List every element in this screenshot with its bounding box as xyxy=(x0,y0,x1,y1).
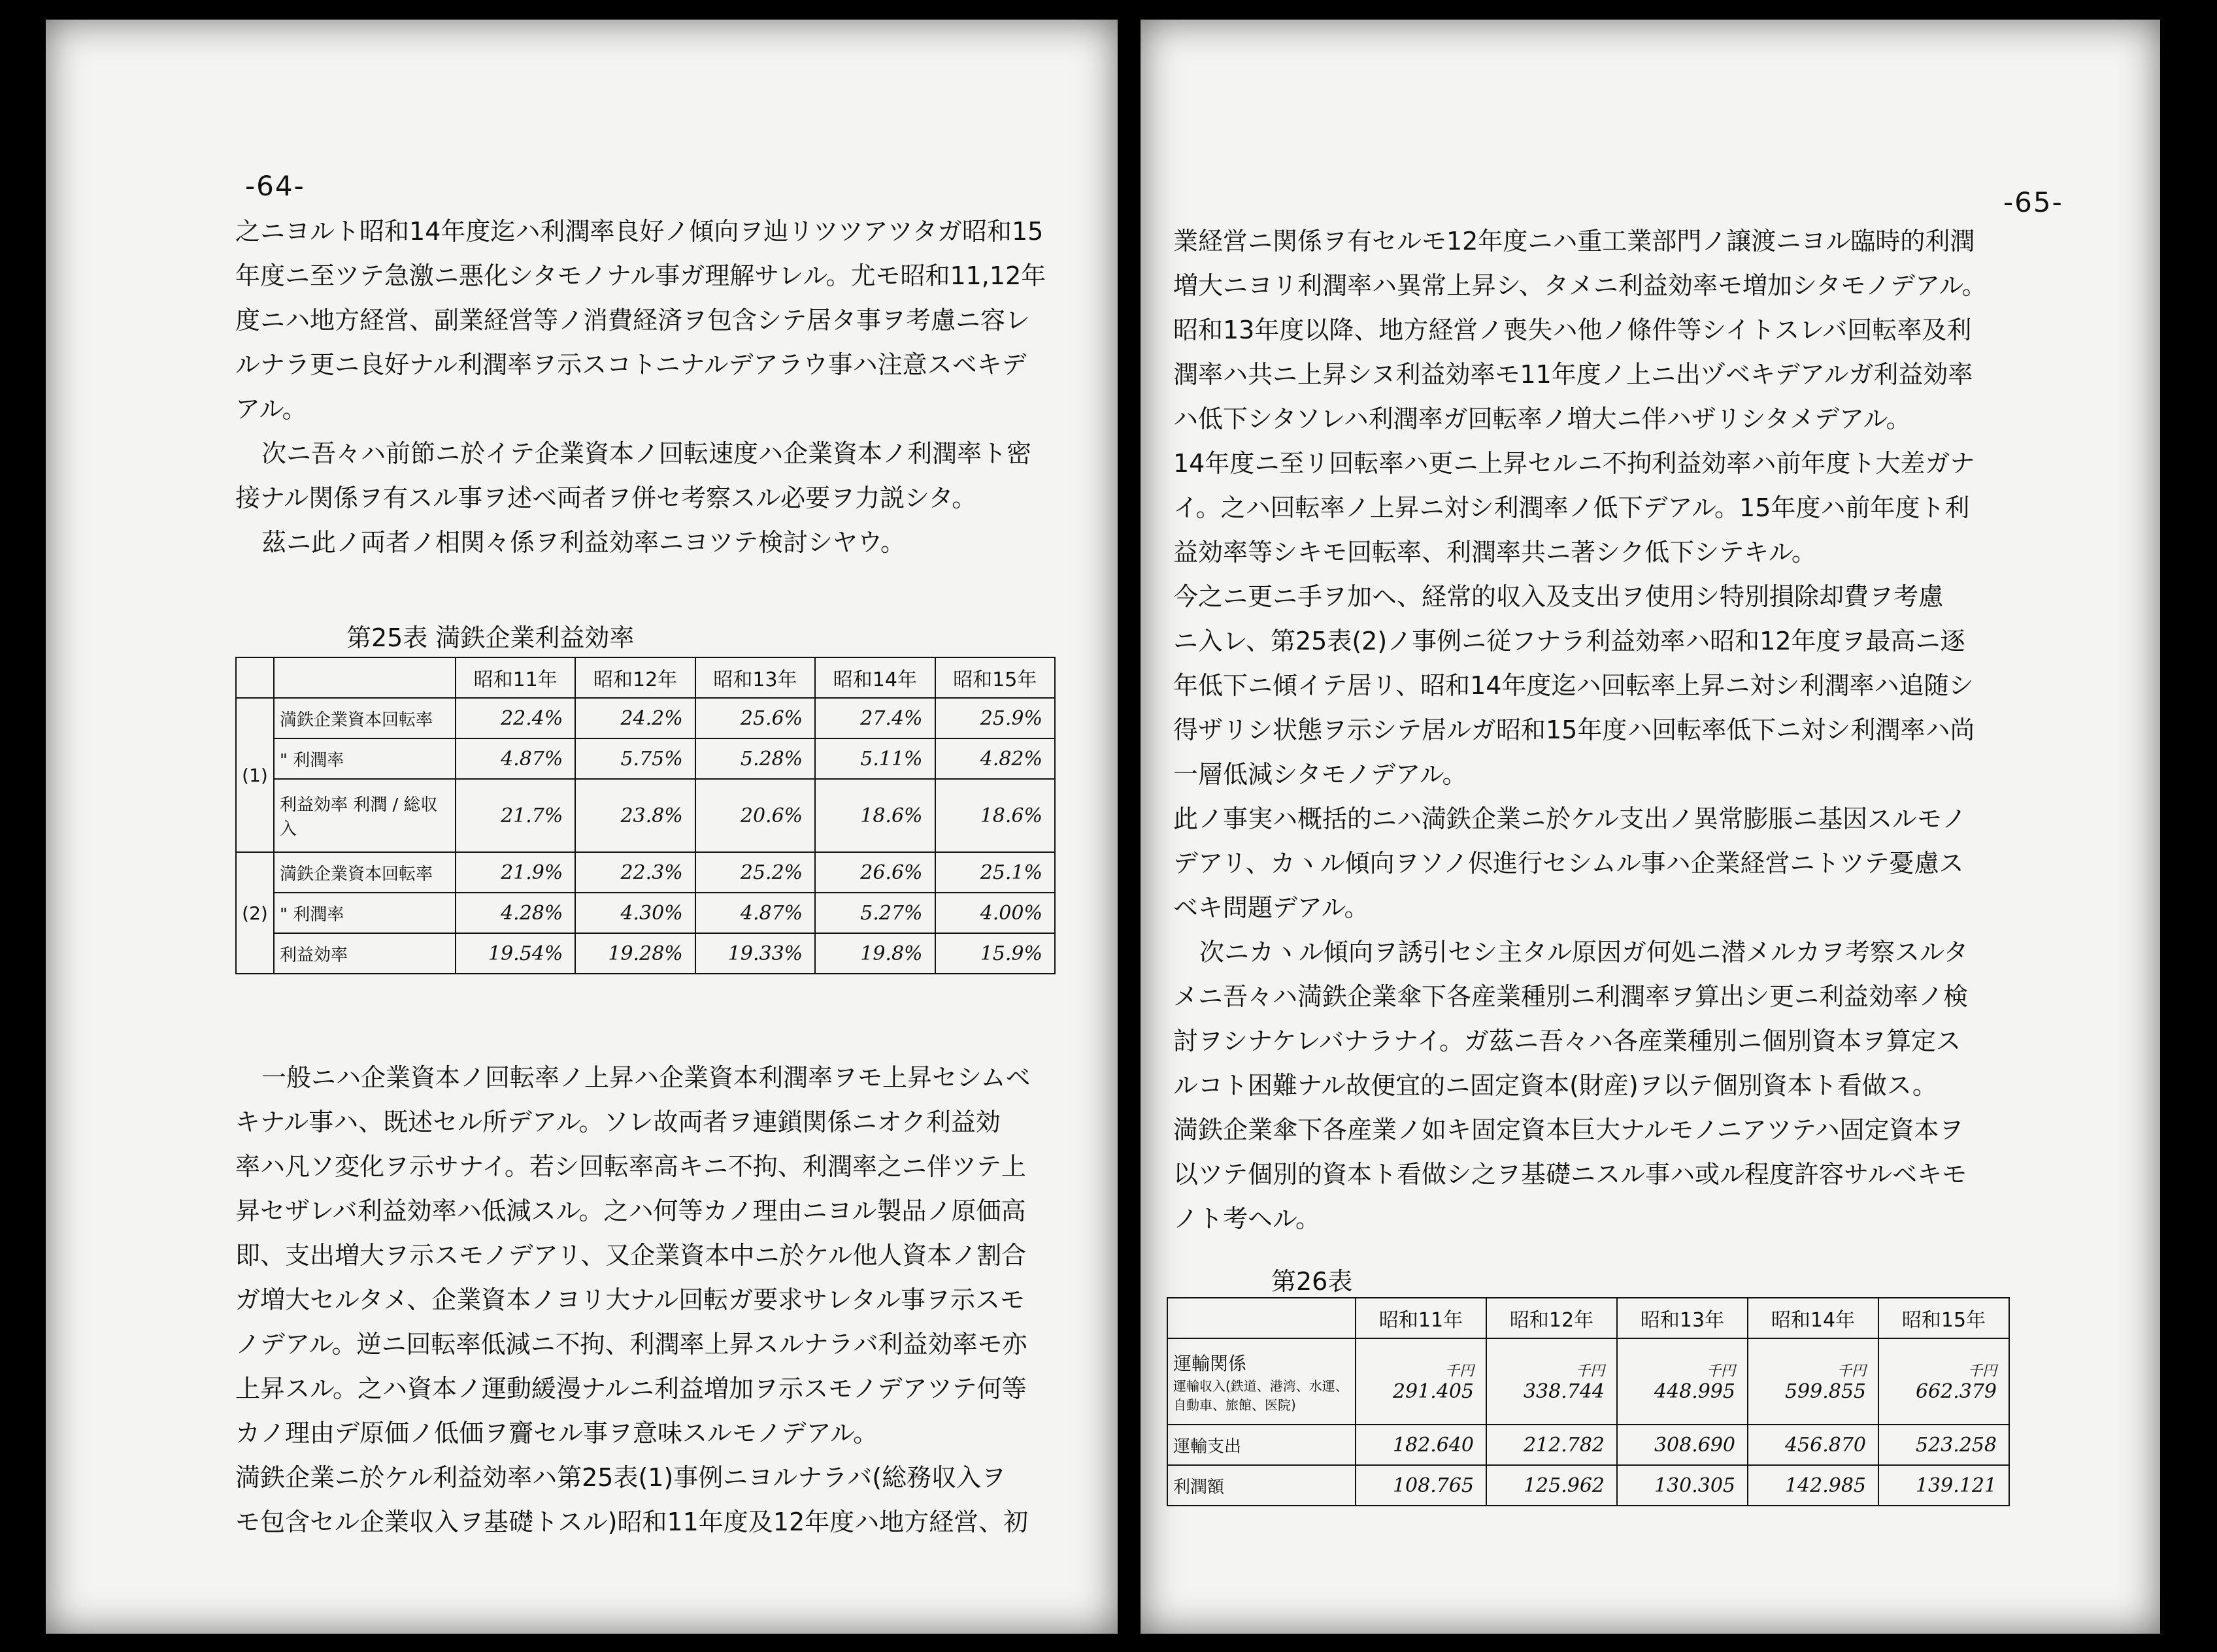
cell: 599.855 xyxy=(1784,1380,1866,1403)
col-header: 昭和15年 xyxy=(935,657,1055,698)
text-line: ガ増大セルタメ、企業資本ノヨリ大ナル回転ガ要求サレタル事ヲ示スモ xyxy=(235,1285,1025,1314)
page-number: -65- xyxy=(2003,186,2063,218)
text-line: モ包含セル企業収入ヲ基礎トスル)昭和11年度及12年度ハ地方経営、初 xyxy=(235,1508,1029,1536)
group-label: (1) xyxy=(236,698,274,852)
row-label: " 利潤率 xyxy=(274,738,456,779)
cell: 20.6% xyxy=(695,779,815,852)
page-left xyxy=(46,20,1118,1634)
text-line: 昭和13年度以降、地方経営ノ喪失ハ他ノ條件等シイトスレバ回転率及利 xyxy=(1173,316,1972,344)
text-line: 討ヲシナケレバナラナイ。ガ茲ニ吾々ハ各産業種別ニ個別資本ヲ算定ス xyxy=(1173,1027,1961,1055)
text-line: 得ザリシ状態ヲ示シテ居ルガ昭和15年度ハ回転率低下ニ対シ利潤率ハ尚 xyxy=(1173,716,1975,744)
table26-caption: 第26表 xyxy=(1271,1267,1353,1296)
text-line: 一層低減シタモノデアル。 xyxy=(1173,760,1467,789)
text-line: カノ理由デ原価ノ低価ヲ齎セル事ヲ意味スルモノデアル。 xyxy=(235,1419,878,1447)
table-header-row xyxy=(236,657,1055,698)
table-row xyxy=(236,698,1055,738)
cell: 25.2% xyxy=(695,852,815,893)
page-number: -64- xyxy=(245,170,305,202)
text-line: 上昇スル。之ハ資本ノ運動緩漫ナルニ利益増加ヲ示スモノデアツテ何等 xyxy=(235,1374,1027,1403)
cell: 182.640 xyxy=(1356,1425,1486,1465)
cell: 19.28% xyxy=(575,933,695,974)
text-line: ノト考ヘル。 xyxy=(1173,1204,1320,1233)
cell: 19.33% xyxy=(695,933,815,974)
col-header: 昭和11年 xyxy=(456,657,575,698)
row-label: 運輸支出 xyxy=(1167,1425,1356,1465)
cell: 19.54% xyxy=(456,933,575,974)
cell: 125.962 xyxy=(1486,1465,1617,1506)
text-line: 次ニ吾々ハ前節ニ於イテ企業資本ノ回転速度ハ企業資本ノ利潤率ト密 xyxy=(261,439,1032,468)
table25-caption: 第25表 満鉄企業利益効率 xyxy=(346,623,635,652)
text-line: 益効率等シキモ回転率、利潤率共ニ著シク低下シテキル。 xyxy=(1173,538,1816,567)
cell: 5.11% xyxy=(815,738,935,779)
cell: 25.1% xyxy=(935,852,1055,893)
unit-label: 千円 xyxy=(1444,1363,1474,1379)
text-line: 以ツテ個別的資本ト看做シ之ヲ基礎ニスル事ハ或ル程度許容サルベキモ xyxy=(1173,1160,1967,1189)
cell: 23.8% xyxy=(575,779,695,852)
text-line: ハ低下シタソレハ利潤率ガ回転率ノ増大ニ伴ハザリシタメデアル。 xyxy=(1173,405,1911,433)
text-line: ルナラ更ニ良好ナル利潤率ヲ示スコトニナルデアラウ事ハ注意スベキデ xyxy=(235,350,1027,379)
cell: 212.782 xyxy=(1486,1425,1617,1465)
body-text-top xyxy=(235,209,1046,565)
text-line: ベキ問題デアル。 xyxy=(1173,893,1369,922)
cell: 5.27% xyxy=(815,893,935,933)
cell: 139.121 xyxy=(1878,1465,2009,1506)
cell: 308.690 xyxy=(1617,1425,1748,1465)
text-line: 潤率ハ共ニ上昇シヌ利益効率モ11年度ノ上ニ出ヅベキデアルガ利益効率 xyxy=(1173,360,1973,389)
cell: 27.4% xyxy=(815,698,935,738)
col-header: 昭和14年 xyxy=(1748,1298,1878,1338)
cell: 26.6% xyxy=(815,852,935,893)
col-header: 昭和15年 xyxy=(1878,1298,2009,1338)
body-text xyxy=(1173,219,1987,1241)
table-header-row xyxy=(1167,1298,2009,1338)
row-label: 利益効率 利潤 / 総収入 xyxy=(274,779,456,852)
text-line: イ。之ハ回転率ノ上昇ニ対シ利潤率ノ低下デアル。15年度ハ前年度ト利 xyxy=(1173,493,1970,522)
cell: 130.305 xyxy=(1617,1465,1748,1506)
text-line: 年度ニ至ツテ急激ニ悪化シタモノナル事ガ理解サレル。尤モ昭和11,12年 xyxy=(235,261,1046,290)
unit-label: 千円 xyxy=(1706,1363,1735,1379)
text-line: 14年度ニ至リ回転率ハ更ニ上昇セルニ不拘利益効率ハ前年度ト大差ガナ xyxy=(1173,449,1975,478)
text-line: アル。 xyxy=(235,395,307,423)
cell: 24.2% xyxy=(575,698,695,738)
text-line: 次ニカヽル傾向ヲ誘引セシ主タル原因ガ何処ニ潜メルカヲ考察スルタ xyxy=(1199,938,1969,966)
text-line: デアリ、カヽル傾向ヲソノ侭進行セシムル事ハ企業経営ニトツテ憂慮ス xyxy=(1173,849,1964,878)
text-line: 接ナル関係ヲ有スル事ヲ述ベ両者ヲ併セ考察スル必要ヲ力説シタ。 xyxy=(235,484,977,512)
table-row xyxy=(1167,1425,2009,1465)
cell: 456.870 xyxy=(1748,1425,1878,1465)
cell: 19.8% xyxy=(815,933,935,974)
col-header: 昭和11年 xyxy=(1356,1298,1486,1338)
table-25 xyxy=(235,657,1056,974)
table-26 xyxy=(1167,1297,2010,1506)
col-header: 昭和13年 xyxy=(695,657,815,698)
row-label: 満鉄企業資本回転率 xyxy=(274,852,456,893)
table-row xyxy=(236,852,1055,893)
text-line: 度ニハ地方経営、副業経営等ノ消費経済ヲ包含シテ居タ事ヲ考慮ニ容レ xyxy=(235,306,1031,335)
cell: 4.30% xyxy=(575,893,695,933)
text-line: 率ハ凡ソ変化ヲ示サナイ。若シ回転率高キニ不拘、利潤率之ニ伴ツテ上 xyxy=(235,1152,1026,1181)
cell: 4.28% xyxy=(456,893,575,933)
table-row xyxy=(236,933,1055,974)
table-row xyxy=(236,779,1055,852)
text-line: 業経営ニ関係ヲ有セルモ12年度ニハ重工業部門ノ譲渡ニヨル臨時的利潤 xyxy=(1173,227,1975,256)
text-line: 茲ニ此ノ両者ノ相関々係ヲ利益効率ニヨツテ検討シヤウ。 xyxy=(261,528,905,557)
row-label: " 利潤率 xyxy=(274,893,456,933)
cell: 5.75% xyxy=(575,738,695,779)
cell: 22.4% xyxy=(456,698,575,738)
cell: 15.9% xyxy=(935,933,1055,974)
cell: 25.9% xyxy=(935,698,1055,738)
unit-label: 千円 xyxy=(1575,1363,1605,1379)
cell: 18.6% xyxy=(935,779,1055,852)
cell: 25.6% xyxy=(695,698,815,738)
text-line: ルコト困難ナル故便宜的ニ固定資本(財産)ヲ以テ個別資本ト看做ス。 xyxy=(1173,1071,1937,1100)
col-header: 昭和12年 xyxy=(1486,1298,1617,1338)
text-line: 満鉄企業ニ於ケル利益効率ハ第25表(1)事例ニヨルナラバ(総務収入ヲ xyxy=(235,1463,1007,1492)
page-right xyxy=(1141,20,2160,1634)
cell: 662.379 xyxy=(1915,1380,1997,1403)
cell: 523.258 xyxy=(1878,1425,2009,1465)
cell: 18.6% xyxy=(815,779,935,852)
cell: 22.3% xyxy=(575,852,695,893)
text-line: 増大ニヨリ利潤率ハ異常上昇シ、タメニ利益効率モ増加シタモノデアル。 xyxy=(1173,271,1987,300)
text-line: キナル事ハ、既述セル所デアル。ソレ故両者ヲ連鎖関係ニオク利益効 xyxy=(235,1108,1001,1136)
cell: 21.9% xyxy=(456,852,575,893)
text-line: 満鉄企業傘下各産業ノ如キ固定資本巨大ナルモノニアツテハ固定資本ヲ xyxy=(1173,1115,1964,1144)
cell: 291.405 xyxy=(1392,1380,1474,1403)
row-label: 運輸収入(鉄道、港湾、水運、自動車、旅館、医院) xyxy=(1173,1378,1348,1413)
cell: 4.00% xyxy=(935,893,1055,933)
col-header: 昭和12年 xyxy=(575,657,695,698)
text-line: ニ入レ、第25表(2)ノ事例ニ従フナラ利益効率ハ昭和12年度ヲ最高ニ逐 xyxy=(1173,627,1965,655)
text-line: 此ノ事実ハ概括的ニハ満鉄企業ニ於ケル支出ノ異常膨脹ニ基因スルモノ xyxy=(1173,804,1967,833)
text-line: 今之ニ更ニ手ヲ加ヘ、経常的収入及支出ヲ使用シ特別損除却費ヲ考慮 xyxy=(1173,582,1944,611)
text-line: 之ニヨルト昭和14年度迄ハ利潤率良好ノ傾向ヲ辿リツツアツタガ昭和15 xyxy=(235,217,1044,246)
text-line: 昇セザレバ利益効率ハ低減スル。之ハ何等カノ理由ニヨル製品ノ原価高 xyxy=(235,1197,1026,1225)
text-line: 一般ニハ企業資本ノ回転率ノ上昇ハ企業資本利潤率ヲモ上昇セシムベ xyxy=(261,1063,1031,1092)
group-label: (2) xyxy=(236,852,274,974)
col-header: 昭和14年 xyxy=(815,657,935,698)
group-label: 運輸関係 xyxy=(1173,1353,1247,1374)
unit-label: 千円 xyxy=(1837,1363,1866,1379)
row-label: 満鉄企業資本回転率 xyxy=(274,698,456,738)
cell: 448.995 xyxy=(1654,1380,1735,1403)
text-line: ノデアル。逆ニ回転率低減ニ不拘、利潤率上昇スルナラバ利益効率モ亦 xyxy=(235,1330,1027,1359)
cell: 108.765 xyxy=(1356,1465,1486,1506)
table-row xyxy=(1167,1338,2009,1425)
table-row xyxy=(1167,1465,2009,1506)
unit-label: 千円 xyxy=(1967,1363,1997,1379)
text-line: メニ吾々ハ満鉄企業傘下各産業種別ニ利潤率ヲ算出シ更ニ利益効率ノ検 xyxy=(1173,982,1969,1011)
cell: 4.87% xyxy=(695,893,815,933)
table-row xyxy=(236,893,1055,933)
row-label: 利潤額 xyxy=(1167,1465,1356,1506)
table-row xyxy=(236,738,1055,779)
cell: 4.87% xyxy=(456,738,575,779)
cell: 338.744 xyxy=(1523,1380,1605,1403)
text-line: 年低下ニ傾イテ居リ、昭和14年度迄ハ回転率上昇ニ対シ利潤率ハ追随シ xyxy=(1173,671,1974,700)
cell: 5.28% xyxy=(695,738,815,779)
text-line: 即、支出増大ヲ示スモノデアリ、又企業資本中ニ於ケル他人資本ノ割合 xyxy=(235,1241,1027,1270)
cell: 142.985 xyxy=(1748,1465,1878,1506)
row-label: 利益効率 xyxy=(274,933,456,974)
col-header: 昭和13年 xyxy=(1617,1298,1748,1338)
cell: 4.82% xyxy=(935,738,1055,779)
body-text-bottom xyxy=(235,1055,1030,1544)
cell: 21.7% xyxy=(456,779,575,852)
